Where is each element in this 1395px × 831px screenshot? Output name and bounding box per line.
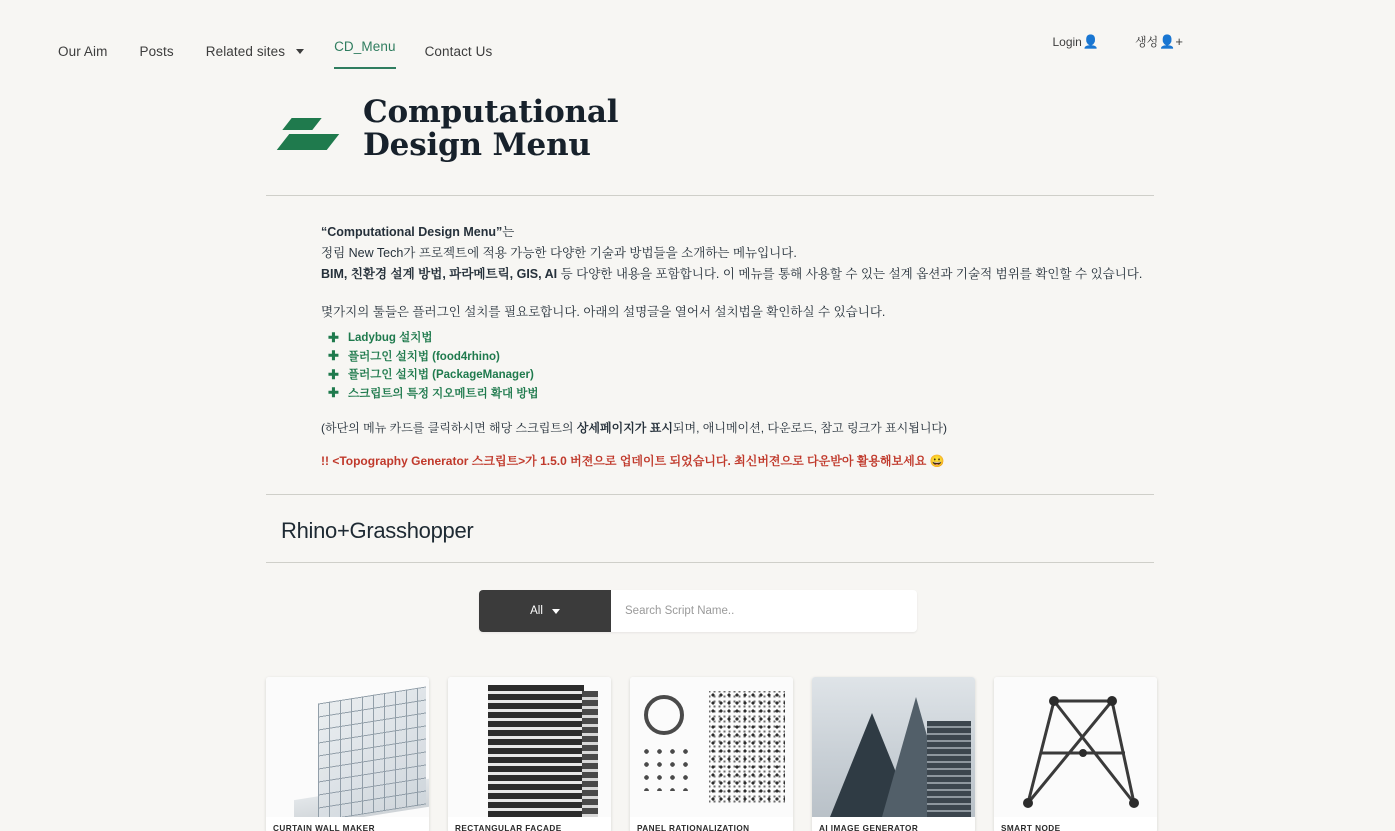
note-suffix: 되며, 애니메이션, 다운로드, 참고 링크가 표시됩니다) [672, 421, 948, 435]
description-line-2: 정림 New Tech가 프로젝트에 적용 가능한 다양한 기술과 방법들을 소개하는 메뉴입니다. [321, 246, 797, 260]
rect-facade-art-icon [448, 677, 611, 817]
smart-node-art-icon [994, 677, 1157, 817]
nav-item-related-sites[interactable] [206, 38, 304, 65]
plus-icon: ✚ [328, 329, 339, 345]
chevron-down-icon [296, 49, 304, 54]
card-title: CURTAIN WALL MAKER [273, 824, 375, 831]
section-title-rhino-grasshopper: Rhino+Grasshopper [281, 518, 474, 543]
card-title: SMART NODE [1001, 824, 1061, 831]
description-line1-suffix: 는 [502, 225, 515, 239]
page-title [363, 96, 618, 163]
divider-middle [266, 494, 1154, 495]
card-thumbnail [266, 677, 429, 817]
nav-item-our-aim[interactable]: Our Aim [58, 43, 108, 59]
accordion-item-label: 플러그인 설치법 (PackageManager) [348, 369, 534, 382]
nav-links [58, 33, 524, 69]
top-navigation-bar [0, 0, 1395, 66]
login-button[interactable] [1052, 35, 1099, 49]
card-title: PANEL RATIONALIZATION [637, 824, 750, 831]
description-quoted-title: “Computational Design Menu” [321, 225, 503, 239]
card-title: AI IMAGE GENERATOR [819, 824, 919, 831]
nav-item-posts[interactable]: Posts [139, 43, 174, 59]
login-label: Login [1052, 34, 1082, 49]
nav-item-cd-menu[interactable]: CD_Menu [334, 33, 395, 69]
description-line-3 [321, 264, 1171, 285]
plus-icon: ✚ [328, 385, 339, 401]
page-title-line2: Design Menu [363, 127, 591, 164]
card-panel-rationalization[interactable] [630, 677, 793, 831]
divider-top [266, 195, 1154, 196]
add-person-icon: 👤+ [1159, 34, 1183, 49]
description-block [321, 222, 1171, 323]
accordion-item-packagemanager[interactable] [328, 365, 968, 384]
accordion-item-label: 플러그인 설치법 (food4rhino) [348, 350, 500, 363]
nav-auth-area [1052, 33, 1183, 50]
description-line-1 [321, 222, 1171, 243]
description-line3-rest: 등 다양한 내용을 포함합니다. 이 메뉴를 통해 사용할 수 있는 설계 옵션과 기술적 범위를 확인할 수 있습니다. [557, 267, 1143, 281]
card-thumbnail [448, 677, 611, 817]
nav-item-contact-us[interactable]: Contact Us [424, 43, 493, 59]
accordion-item-label: Ladybug 설치법 [348, 332, 433, 345]
divider-section [266, 562, 1154, 563]
signup-button[interactable] [1135, 33, 1183, 50]
accordion-item-food4rhino[interactable] [328, 347, 968, 366]
update-alert [321, 452, 945, 469]
nav-item-related-sites-label: Related sites [205, 43, 286, 59]
accordion-item-label: 스크립트의 특정 지오메트리 확대 방법 [348, 387, 539, 400]
description-line3-bold: BIM, 친환경 설계 방법, 파라메트릭, GIS, AI [321, 267, 558, 281]
card-rectangular-facade[interactable] [448, 677, 611, 831]
note-bold: 상세페이지가 표시 [576, 421, 673, 435]
login-person-icon: 👤 [1082, 34, 1100, 49]
accordion-item-ladybug[interactable] [328, 328, 968, 347]
curtain-wall-art-icon [266, 677, 429, 817]
plus-icon: ✚ [328, 366, 339, 382]
card-thumbnail [630, 677, 793, 817]
category-filter-value: All [530, 605, 543, 617]
category-filter-dropdown[interactable] [479, 590, 611, 632]
script-card-grid [266, 677, 1171, 831]
smile-emoji-icon: 😀 [929, 454, 945, 468]
card-thumbnail [812, 677, 975, 817]
card-smart-node[interactable] [994, 677, 1157, 831]
card-click-note [321, 419, 947, 436]
double-slash-logo-icon [283, 108, 341, 162]
page-title-line1: Computational [363, 94, 619, 130]
ai-image-art-icon [812, 677, 975, 817]
accordion-item-geometry-zoom[interactable] [328, 384, 968, 403]
plus-icon: ✚ [328, 348, 339, 364]
search-input[interactable] [611, 590, 917, 632]
search-bar [479, 590, 917, 632]
accordion-list [328, 328, 968, 402]
chevron-down-icon [552, 609, 560, 614]
card-curtain-wall-maker[interactable] [266, 677, 429, 831]
note-prefix: (하단의 메뉴 카드를 클릭하시면 해당 스크립트의 [321, 421, 577, 435]
panel-rationalization-art-icon [630, 677, 793, 817]
description-line-4: 몇가지의 툴들은 플러그인 설치를 필요로합니다. 아래의 설명글을 열어서 설치법을 확인하실 수 있습니다. [321, 305, 886, 319]
card-title: RECTANGULAR FACADE [455, 824, 562, 831]
signup-label: 생성 [1135, 35, 1159, 49]
card-thumbnail [994, 677, 1157, 817]
update-alert-text: !! <Topography Generator 스크립트>가 1.5.0 버젼으로 업데이트 되었습니다. 최신버젼으로 다운받아 활용해보세요 [321, 454, 930, 468]
card-ai-image-generator[interactable] [812, 677, 975, 831]
page-title-block [283, 96, 618, 163]
